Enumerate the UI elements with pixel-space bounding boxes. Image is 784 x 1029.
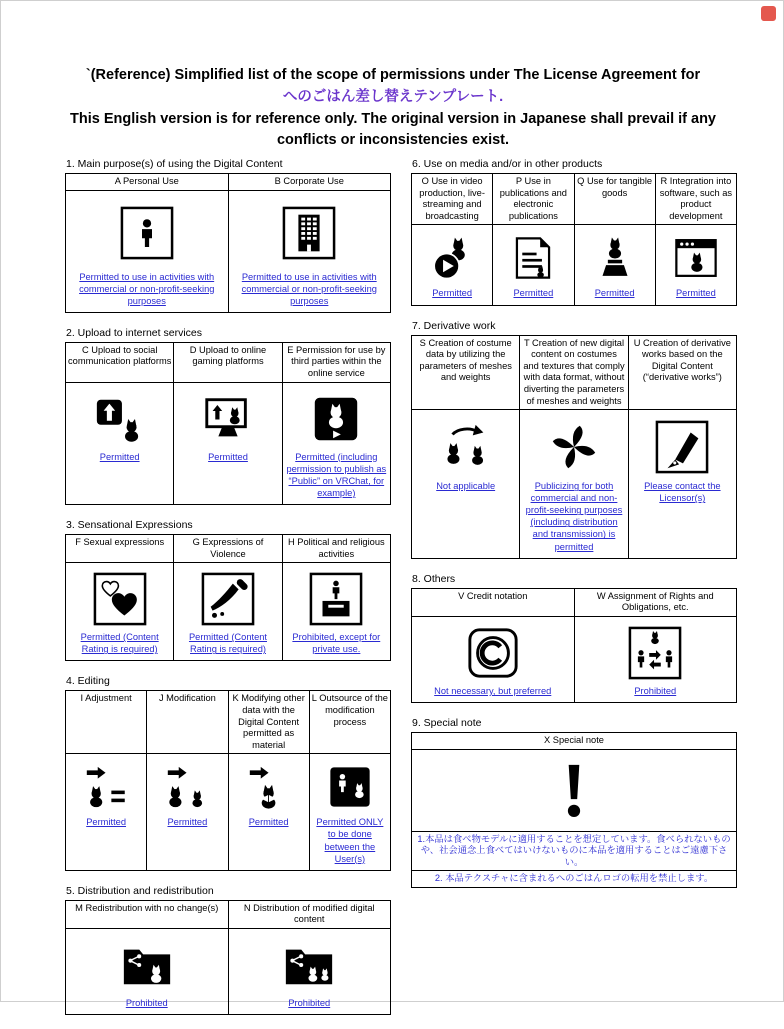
status-text: Permitted	[432, 288, 473, 299]
column-header: U Creation of derivative works based on the Digital Content (“derivative works”)	[628, 335, 736, 410]
column-header: R Integration into software, such as product development	[655, 174, 736, 225]
modify-other-data-icon	[244, 762, 294, 812]
column-header: G Expressions of Violence	[174, 534, 282, 562]
person-icon	[120, 206, 174, 260]
status-text: Prohibited	[288, 997, 331, 1008]
main-purpose-table	[65, 173, 391, 313]
left-column	[65, 158, 391, 1029]
third-party-use-icon	[309, 392, 363, 446]
costume-data-icon	[439, 420, 493, 474]
status-text: Permitted	[675, 288, 716, 299]
permission-cell	[412, 225, 493, 305]
column-header: H Political and religious activities	[282, 534, 390, 562]
status-text: Permitted to use in activities with commercial or non-profit-seeking purposes	[241, 271, 377, 306]
section-label: 1. Main purpose(s) of using the Digital Content	[66, 158, 283, 170]
permission-cell	[282, 563, 390, 661]
section-distribution	[65, 885, 391, 1015]
permission-cell	[174, 563, 282, 661]
column-header: L Outsource of the modification process	[309, 691, 390, 754]
hearts-icon	[93, 572, 147, 626]
permission-cell	[228, 190, 391, 312]
status-text: Permitted (including permission to publish as “Public” on VRChat, for example)	[286, 451, 387, 498]
permission-cell	[412, 616, 575, 702]
permission-cell	[493, 225, 574, 305]
status-text: Permitted	[594, 288, 635, 299]
title-line1: `(Reference) Simplified list of the scope of permissions under The License Agreement for	[85, 67, 701, 83]
status-text: Permitted	[167, 817, 208, 828]
column-header: K Modifying other data with the Digital Content permitted as material	[228, 691, 309, 754]
status-text: Prohibited	[634, 685, 677, 696]
knife-icon	[201, 572, 255, 626]
status-text: Permitted	[86, 817, 127, 828]
permission-cell	[412, 749, 737, 831]
column-header: O Use in video production, live-streaming and broadcasting	[412, 174, 493, 225]
sensational-table	[65, 534, 391, 661]
section-label: 8. Others	[412, 572, 456, 585]
status-text: Permitted ONLY to be done between the User(s)	[316, 817, 384, 864]
special-note-2: 2. 本品テクスチャに含まれるへのごはんロゴの転用を禁止します。	[412, 871, 737, 888]
modification-icon	[162, 762, 212, 812]
exclamation-icon	[541, 759, 607, 825]
special-note-1: 1.本品は食べ物モデルに適用することを想定しています。食べられないものや、社会通念上食べてはいけないものに本品を適用することはご遠慮下さい。	[412, 831, 737, 871]
section-label: 4. Editing	[66, 675, 110, 688]
permission-cell	[147, 754, 228, 870]
title-line2-japanese: へのごはん差し替えテンプレート.	[282, 88, 504, 105]
video-play-icon	[427, 233, 477, 283]
column-header: E Permission for use by third parties within the online service	[282, 342, 390, 382]
permission-cell	[228, 754, 309, 870]
column-header: X Special note	[412, 732, 737, 749]
permission-cell	[628, 410, 736, 558]
section-special-note	[411, 717, 737, 888]
column-header: Q Use for tangible goods	[574, 174, 655, 225]
permission-cell	[520, 410, 628, 558]
media-use-table	[411, 173, 737, 306]
column-header: M Redistribution with no change(s)	[66, 900, 229, 928]
status-text: Permitted (Content Rating is required)	[80, 632, 159, 655]
permission-cell	[174, 382, 282, 504]
section-upload-internet	[65, 327, 391, 505]
permission-cell	[66, 563, 174, 661]
status-text: Please contact the Licensor(s)	[644, 481, 721, 504]
status-text: Permitted to use in activities with commercial or non-profit-seeking purposes	[79, 271, 215, 306]
permission-cell	[412, 410, 520, 558]
podium-speech-icon	[309, 572, 363, 626]
status-text: Permitted	[208, 451, 248, 462]
section-label: 6. Use on media and/or in other products	[412, 158, 603, 170]
column-header: T Creation of new digital content on costumes and textures that comply with data format, without diverting the parameters of meshes and weights	[520, 335, 628, 410]
section-media-use	[411, 158, 737, 306]
software-window-icon	[671, 233, 721, 283]
status-text: Prohibited	[125, 997, 168, 1008]
section-main-purpose	[65, 158, 391, 313]
status-text: Not applicable	[436, 481, 496, 492]
rights-assignment-icon	[628, 626, 682, 680]
permission-cell	[574, 225, 655, 305]
tangible-goods-icon	[590, 233, 640, 283]
red-corner-marker	[761, 6, 776, 21]
column-header: W Assignment of Rights and Obligations, etc.	[574, 588, 737, 616]
new-content-icon	[547, 420, 601, 474]
permission-cell	[282, 382, 390, 504]
distribution-table	[65, 900, 391, 1015]
derivative-table	[411, 335, 737, 559]
column-header: J Modification	[147, 691, 228, 754]
publication-icon	[508, 233, 558, 283]
section-label: 9. Special note	[412, 716, 482, 729]
section-label: 5. Distribution and redistribution	[66, 884, 214, 897]
upload-social-icon	[93, 392, 147, 446]
permission-cell	[574, 616, 737, 702]
status-text: Permitted (Content Rating is required)	[188, 632, 267, 655]
upload-table	[65, 342, 391, 505]
status-text: Permitted	[99, 451, 140, 462]
distribute-modified-folder-icon	[282, 938, 336, 992]
permission-cell	[309, 754, 390, 870]
others-table	[411, 588, 737, 703]
status-text: Publicizing for both commercial and non-profit-seeking purposes (including distribution and transmission) is permitted	[525, 481, 623, 552]
permission-cell	[66, 190, 229, 312]
redistribute-folder-icon	[120, 938, 174, 992]
permission-cell	[655, 225, 736, 305]
section-editing	[65, 675, 391, 870]
title-line3-disclaimer: This English version is for reference only. The original version in Japanese shall prevail if any conflicts or inconsistencies exist.	[70, 110, 716, 149]
column-header: V Credit notation	[412, 588, 575, 616]
document-title	[56, 65, 730, 152]
section-label: 7. Derivative work	[412, 319, 496, 332]
column-header: P Use in publications and electronic publications	[493, 174, 574, 225]
right-column	[411, 158, 737, 902]
outsource-icon	[325, 762, 375, 812]
status-text: Permitted	[248, 817, 289, 828]
section-label: 2. Upload to internet services	[66, 326, 202, 339]
section-sensational	[65, 519, 391, 661]
permission-cell	[66, 382, 174, 504]
status-text: Permitted	[513, 288, 554, 299]
adjustment-icon	[81, 762, 131, 812]
permission-cell	[66, 754, 147, 870]
column-header: D Upload to online gaming platforms	[174, 342, 282, 382]
column-header: A Personal Use	[66, 174, 229, 191]
section-others	[411, 573, 737, 703]
column-header: B Corporate Use	[228, 174, 391, 191]
status-text: Not necessary, but preferred	[434, 685, 552, 696]
special-note-table	[411, 732, 737, 888]
column-header: I Adjustment	[66, 691, 147, 754]
upload-gaming-icon	[201, 392, 255, 446]
column-header: F Sexual expressions	[66, 534, 174, 562]
column-header: S Creation of costume data by utilizing the parameters of meshes and weights	[412, 335, 520, 410]
copyright-icon	[466, 626, 520, 680]
corporate-building-icon	[282, 206, 336, 260]
status-text: Prohibited, except for private use.	[292, 632, 381, 655]
pen-icon	[655, 420, 709, 474]
column-header: C Upload to social communication platforms	[66, 342, 174, 382]
editing-table	[65, 690, 391, 870]
column-header: N Distribution of modified digital content	[228, 900, 391, 928]
section-label: 3. Sensational Expressions	[66, 518, 193, 531]
section-derivative	[411, 320, 737, 559]
